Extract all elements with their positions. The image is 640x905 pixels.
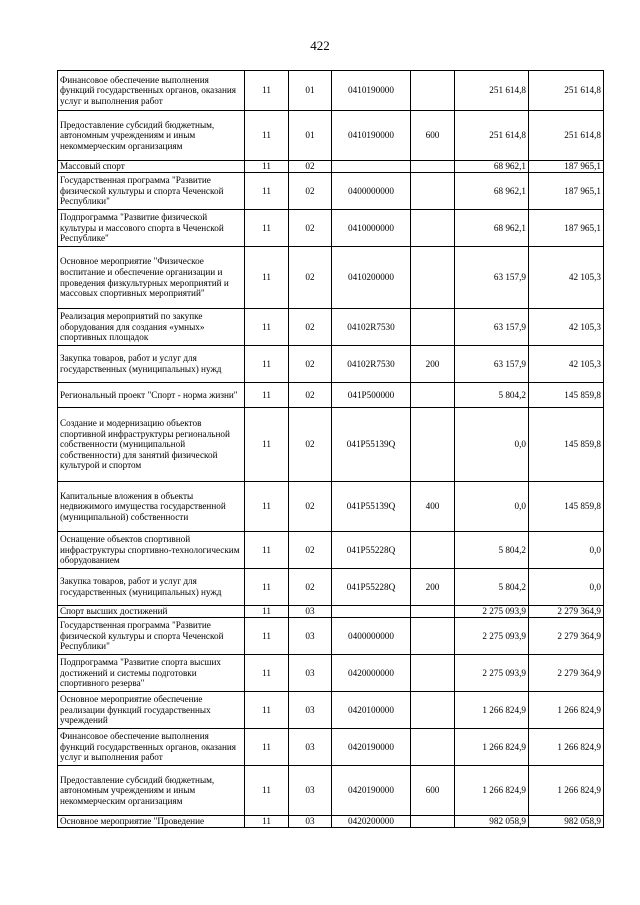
cell-expense-type: [411, 408, 455, 482]
cell-subsection: 01: [289, 71, 332, 111]
table-row: [58, 408, 604, 482]
cell-section: 11: [245, 247, 289, 309]
cell-target-article: 04102R7530: [332, 309, 411, 346]
cell-expense-type: [411, 532, 455, 569]
cell-amount-year-2: 145 859,8: [529, 482, 604, 532]
cell-subsection: 01: [289, 111, 332, 161]
cell-amount-year-1: 1 266 824,9: [455, 692, 529, 729]
page-number: 422: [310, 38, 330, 53]
cell-expense-type: [411, 606, 455, 618]
cell-section: 11: [245, 173, 289, 210]
cell-amount-year-2: 145 859,8: [529, 383, 604, 408]
cell-target-article: [332, 606, 411, 618]
cell-expense-type: [411, 210, 455, 247]
cell-amount-year-2: 42 105,3: [529, 309, 604, 346]
cell-name: Основное мероприятие "Проведение: [58, 816, 245, 828]
cell-amount-year-2: 1 266 824,9: [529, 692, 604, 729]
cell-name: Предоставление субсидий бюджетным, автономным учреждениям и иным некоммерческим организациям: [58, 766, 245, 816]
table-row: [58, 532, 604, 569]
cell-subsection: 02: [289, 346, 332, 383]
cell-amount-year-1: 251 614,8: [455, 71, 529, 111]
cell-amount-year-1: 0,0: [455, 482, 529, 532]
cell-expense-type: 600: [411, 111, 455, 161]
cell-expense-type: 200: [411, 569, 455, 606]
cell-target-article: 0410200000: [332, 247, 411, 309]
cell-section: 11: [245, 532, 289, 569]
cell-name: Создание и модернизацию объектов спортивной инфраструктуры региональной собственности (муниципальной собственности) для занятий физической культурой и спортом: [58, 408, 245, 482]
cell-section: 11: [245, 729, 289, 766]
cell-subsection: 02: [289, 210, 332, 247]
table-row: [58, 655, 604, 692]
cell-target-article: 04102R7530: [332, 346, 411, 383]
cell-expense-type: [411, 729, 455, 766]
cell-section: 11: [245, 309, 289, 346]
cell-target-article: 0400000000: [332, 173, 411, 210]
cell-subsection: 02: [289, 383, 332, 408]
cell-amount-year-2: 2 279 364,9: [529, 618, 604, 655]
cell-subsection: 02: [289, 161, 332, 173]
cell-subsection: 03: [289, 816, 332, 828]
table-row: [58, 346, 604, 383]
cell-amount-year-1: 68 962,1: [455, 173, 529, 210]
cell-target-article: 0400000000: [332, 618, 411, 655]
cell-amount-year-1: 63 157,9: [455, 309, 529, 346]
cell-target-article: 0420000000: [332, 655, 411, 692]
cell-amount-year-1: 5 804,2: [455, 569, 529, 606]
cell-section: 11: [245, 210, 289, 247]
cell-expense-type: [411, 173, 455, 210]
cell-expense-type: 600: [411, 766, 455, 816]
cell-section: 11: [245, 161, 289, 173]
cell-subsection: 03: [289, 766, 332, 816]
cell-amount-year-1: 68 962,1: [455, 161, 529, 173]
cell-expense-type: [411, 247, 455, 309]
cell-amount-year-1: 2 275 093,9: [455, 618, 529, 655]
cell-name: Предоставление субсидий бюджетным, автономным учреждениям и иным некоммерческим организациям: [58, 111, 245, 161]
cell-name: Основное мероприятие обеспечение реализации функций государственных учреждений: [58, 692, 245, 729]
cell-section: 11: [245, 408, 289, 482]
table-row: [58, 692, 604, 729]
table-row: [58, 111, 604, 161]
cell-amount-year-2: 982 058,9: [529, 816, 604, 828]
cell-target-article: [332, 161, 411, 173]
cell-amount-year-2: 42 105,3: [529, 247, 604, 309]
cell-target-article: 041P55139Q: [332, 408, 411, 482]
cell-target-article: 041P55228Q: [332, 532, 411, 569]
cell-amount-year-2: 1 266 824,9: [529, 766, 604, 816]
cell-section: 11: [245, 816, 289, 828]
cell-amount-year-2: 251 614,8: [529, 71, 604, 111]
table-row: [58, 569, 604, 606]
cell-amount-year-1: 982 058,9: [455, 816, 529, 828]
cell-name: Региональный проект "Спорт - норма жизни": [58, 383, 245, 408]
cell-subsection: 03: [289, 655, 332, 692]
cell-expense-type: [411, 816, 455, 828]
cell-name: Массовый спорт: [58, 161, 245, 173]
cell-subsection: 02: [289, 569, 332, 606]
cell-expense-type: [411, 309, 455, 346]
cell-name: Реализация мероприятий по закупке оборудования для создания «умных» спортивных площадок: [58, 309, 245, 346]
cell-target-article: 041P500000: [332, 383, 411, 408]
cell-amount-year-1: 63 157,9: [455, 247, 529, 309]
cell-section: 11: [245, 482, 289, 532]
cell-subsection: 03: [289, 692, 332, 729]
cell-section: 11: [245, 618, 289, 655]
cell-name: Государственная программа "Развитие физической культуры и спорта Чеченской Республики": [58, 618, 245, 655]
cell-amount-year-1: 63 157,9: [455, 346, 529, 383]
table-row: [58, 383, 604, 408]
cell-amount-year-2: 187 965,1: [529, 161, 604, 173]
cell-target-article: 041P55139Q: [332, 482, 411, 532]
cell-expense-type: [411, 655, 455, 692]
table-body: [58, 71, 604, 828]
cell-target-article: 0410000000: [332, 210, 411, 247]
cell-name: Основное мероприятие "Физическое воспитание и обеспечение организации и проведения физкультурных мероприятий и массовых спортивных мероприятий": [58, 247, 245, 309]
cell-amount-year-2: 0,0: [529, 532, 604, 569]
table-row: [58, 210, 604, 247]
cell-amount-year-2: 2 279 364,9: [529, 606, 604, 618]
table-row: [58, 618, 604, 655]
cell-amount-year-1: 5 804,2: [455, 383, 529, 408]
cell-name: Финансовое обеспечение выполнения функций государственных органов, оказания услуг и выполнения работ: [58, 71, 245, 111]
cell-subsection: 02: [289, 247, 332, 309]
cell-name: Спорт высших достижений: [58, 606, 245, 618]
cell-name: Подпрограмма "Развитие спорта высших достижений и системы подготовки спортивного резерва": [58, 655, 245, 692]
cell-name: Подпрограмма "Развитие физической культуры и массового спорта в Чеченской Республике": [58, 210, 245, 247]
cell-section: 11: [245, 606, 289, 618]
cell-amount-year-1: 5 804,2: [455, 532, 529, 569]
cell-target-article: 0410190000: [332, 71, 411, 111]
table-row: [58, 247, 604, 309]
cell-target-article: 041P55228Q: [332, 569, 411, 606]
cell-section: 11: [245, 346, 289, 383]
cell-subsection: 03: [289, 606, 332, 618]
table-row: [58, 71, 604, 111]
cell-amount-year-2: 2 279 364,9: [529, 655, 604, 692]
cell-amount-year-1: 1 266 824,9: [455, 729, 529, 766]
cell-section: 11: [245, 111, 289, 161]
cell-expense-type: [411, 161, 455, 173]
cell-amount-year-1: 0,0: [455, 408, 529, 482]
cell-target-article: 0420190000: [332, 766, 411, 816]
cell-target-article: 0420190000: [332, 729, 411, 766]
cell-subsection: 03: [289, 618, 332, 655]
cell-amount-year-2: 42 105,3: [529, 346, 604, 383]
cell-target-article: 0410190000: [332, 111, 411, 161]
cell-subsection: 02: [289, 482, 332, 532]
cell-target-article: 0420100000: [332, 692, 411, 729]
cell-amount-year-1: 2 275 093,9: [455, 655, 529, 692]
cell-subsection: 02: [289, 173, 332, 210]
cell-section: 11: [245, 383, 289, 408]
budget-table: [57, 70, 604, 828]
table-row: [58, 173, 604, 210]
cell-name: Оснащение объектов спортивной инфраструктуры спортивно-технологическим оборудованием: [58, 532, 245, 569]
cell-subsection: 02: [289, 532, 332, 569]
cell-amount-year-1: 68 962,1: [455, 210, 529, 247]
cell-amount-year-1: 251 614,8: [455, 111, 529, 161]
table-row: [58, 482, 604, 532]
table-row: [58, 816, 604, 828]
cell-name: Закупка товаров, работ и услуг для государственных (муниципальных) нужд: [58, 569, 245, 606]
cell-amount-year-2: 251 614,8: [529, 111, 604, 161]
cell-expense-type: [411, 383, 455, 408]
table-row: [58, 766, 604, 816]
table-row: [58, 161, 604, 173]
cell-expense-type: [411, 618, 455, 655]
cell-amount-year-1: 1 266 824,9: [455, 766, 529, 816]
cell-expense-type: [411, 692, 455, 729]
cell-amount-year-2: 187 965,1: [529, 210, 604, 247]
cell-subsection: 03: [289, 729, 332, 766]
cell-amount-year-1: 2 275 093,9: [455, 606, 529, 618]
cell-target-article: 0420200000: [332, 816, 411, 828]
cell-amount-year-2: 0,0: [529, 569, 604, 606]
table-row: [58, 309, 604, 346]
cell-expense-type: 400: [411, 482, 455, 532]
cell-subsection: 02: [289, 408, 332, 482]
cell-name: Закупка товаров, работ и услуг для государственных (муниципальных) нужд: [58, 346, 245, 383]
cell-expense-type: 200: [411, 346, 455, 383]
cell-name: Финансовое обеспечение выполнения функций государственных органов, оказания услуг и выполнения работ: [58, 729, 245, 766]
table-row: [58, 729, 604, 766]
table-row: [58, 606, 604, 618]
cell-section: 11: [245, 71, 289, 111]
cell-section: 11: [245, 569, 289, 606]
cell-name: Капитальные вложения в объекты недвижимого имущества государственной (муниципальной) собственности: [58, 482, 245, 532]
cell-section: 11: [245, 692, 289, 729]
cell-subsection: 02: [289, 309, 332, 346]
cell-section: 11: [245, 655, 289, 692]
cell-section: 11: [245, 766, 289, 816]
cell-amount-year-2: 145 859,8: [529, 408, 604, 482]
cell-name: Государственная программа "Развитие физической культуры и спорта Чеченской Республики": [58, 173, 245, 210]
cell-amount-year-2: 1 266 824,9: [529, 729, 604, 766]
cell-expense-type: [411, 71, 455, 111]
cell-amount-year-2: 187 965,1: [529, 173, 604, 210]
